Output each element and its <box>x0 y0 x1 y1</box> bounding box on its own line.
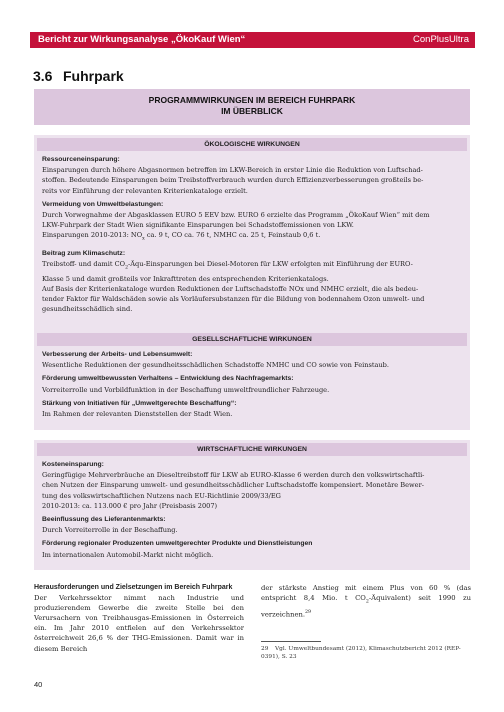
text-line: Durch Vorreiterrolle in der Beschaffung. <box>42 526 178 535</box>
footnote <box>261 645 471 662</box>
banner-line-2: IM ÜBERBLICK <box>221 106 283 116</box>
text-line: Auf Basis der Kriterienkataloge wurden Reduktionen der Luftschadstoffe NOx und NMHC erzielt, die als bedeu- <box>42 284 419 293</box>
text-line: Vorreiterrolle und Vorbildfunktion in der Beschaffung umweltfreundlicher Fahrzeuge. <box>42 385 330 394</box>
resource-saving-heading: Ressourceneinsparung: <box>42 156 120 163</box>
text-line: Einsparungen 2010-2013: $NO_x$ ca. 9 t, CO ca. 76 t, NMHC ca. 25 t, Feinstaub 0,6 t. <box>42 231 321 242</box>
report-header-bar <box>30 32 475 48</box>
body-right-column <box>261 583 471 619</box>
text-line: tung des volkswirtschaftlichen Nutzens nach EU-Richtlinie 2009/33/EG <box>42 491 281 500</box>
text-line: Wesentliche Reduktionen der gesundheitsschädlichen Schadstoffe NMHC und CO sowie von Feinstaub. <box>42 361 389 370</box>
banner-line-1: PROGRAMMWIRKUNGEN IM BEREICH FUHRPARK <box>148 95 356 105</box>
section-heading <box>33 68 124 84</box>
report-title: Bericht zur Wirkungsanalyse „ÖkoKauf Wien“ <box>38 34 246 45</box>
behaviour-promotion-heading: Förderung umweltbewussten Verhaltens – Entwicklung des Nachfragemarkts: <box>42 375 294 383</box>
text-line: Geringfügige Mehrverbräuche an Dieseltreibstoff für LKW ab EURO-Klasse 6 werden durch den volkswirtschaftli- <box>42 471 425 480</box>
section-number: 3.6 <box>33 68 53 84</box>
footnote-text: Vgl. Umweltbundesamt (2012), Klimaschutzbericht 2012 (REP-0391), S. 23 <box>261 646 461 661</box>
pollution-avoidance-heading: Vermeidung von Umweltbelastungen: <box>42 200 164 208</box>
text-line: Im Rahmen der relevanten Dienststellen der Stadt Wien. <box>42 410 233 419</box>
ecological-effects-box <box>34 135 470 343</box>
text-line: Durch Vorwegnahme der Abgasklassen EURO 5 EEV bzw. EURO 6 erzielte das Programm „ÖkoKauf Wien“ mit dem <box>42 211 430 220</box>
section-title: Fuhrpark <box>63 68 124 84</box>
climate-protection-heading: Beitrag zum Klimaschutz: <box>42 249 126 257</box>
brand-name: ConPlusUltra <box>413 34 469 45</box>
text-line: 2010-2013: ca. 113.000 € pro Jahr (Preisbasis 2007) <box>42 501 218 510</box>
body-paragraph: Der Verkehrssektor nimmt nach Industrie und produzierendem Gewerbe die zweite Stelle bei den Verursachern von Treibhausgas-Emissionen in Österreich ein. Im Jahr 2010 entfielen auf den Verkehrssektor österreichweit 26,6 % der THG-Emissionen. Damit war in diesem Bereich <box>34 594 244 653</box>
text-line: Klasse 5 und damit großteils vor Inkrafttreten des entsprechenden Kriterienkatalogs. <box>42 274 329 283</box>
footnote-ref: 29 <box>305 609 312 615</box>
supplier-market-heading: Beeinflussung des Lieferantenmarkts: <box>42 516 166 524</box>
text-line: stoffen. Bedeutende Einsparungen beim Treibstoffverbrauch wurden durch Effizienzverbesserungen großteils be- <box>42 176 424 185</box>
text-line: Treibstoff- und damit $CO_2-Äqu$-Einsparungen bei Diesel-Motoren für LKW erfolgten mit Einführung der EURO- <box>42 260 413 271</box>
economic-effects-title: WIRTSCHAFTLICHE WIRKUNGEN <box>37 443 467 456</box>
overview-banner <box>34 89 470 125</box>
footnote-divider <box>261 641 321 642</box>
text-line: Einsparungen durch höhere Abgasnormen betreffen im LKW-Bereich in erster Linie die Reduktion von Luftschad- <box>42 166 423 175</box>
page-number: 40 <box>34 680 43 689</box>
cost-saving-heading: Kosteneinsparung: <box>42 461 104 468</box>
body-left-column <box>34 583 244 654</box>
footnote-mark: 29 <box>261 646 269 652</box>
ecological-effects-title: ÖKOLOGISCHE WIRKUNGEN <box>37 138 467 151</box>
social-effects-title: GESELLSCHAFTLICHE WIRKUNGEN <box>37 333 467 346</box>
living-environment-heading: Verbesserung der Arbeits- und Lebensumwelt: <box>42 351 193 358</box>
social-effects-box <box>34 330 470 430</box>
text-line: reits vor Einführung der relevanten Kriterienkataloge erzielt. <box>42 186 248 195</box>
text-line: Im internationalen Automobil-Markt nicht möglich. <box>42 550 214 559</box>
text-line: chen Nutzen der Einsparung umwelt- und gesundheitsschädlicher Luftschadstoffe kompensiert. Monetäre Bewer- <box>42 481 424 490</box>
economic-effects-box <box>34 440 470 570</box>
initiatives-heading: Stärkung von Initiativen für „Umweltgerechte Beschaffung“: <box>42 399 237 407</box>
text-line: LKW-Fuhrpark der Stadt Wien signifikante Einsparungen bei Schadstoffemissionen von LKW. <box>42 221 354 230</box>
body-paragraph: der stärkste Anstieg mit einem Plus von 60 % (das entspricht 8,4 Mio. t $CO_2-Äquivalent$) seit 1990 zu verzeichnen.$^{29}$ <box>261 584 471 618</box>
text-line: tender Faktor für Waldschäden sowie als Vorläufersubstanzen für die Bildung von bodennahem Ozon umwelt- und <box>42 295 425 304</box>
regional-producers-heading: Förderung regionaler Produzenten umweltgerechter Produkte und Dienstleistungen <box>42 540 313 548</box>
text-line: gesundheitsschädlich sind. <box>42 305 133 314</box>
body-heading: Herausforderungen und Zielsetzungen im Bereich Fuhrpark <box>34 584 233 591</box>
